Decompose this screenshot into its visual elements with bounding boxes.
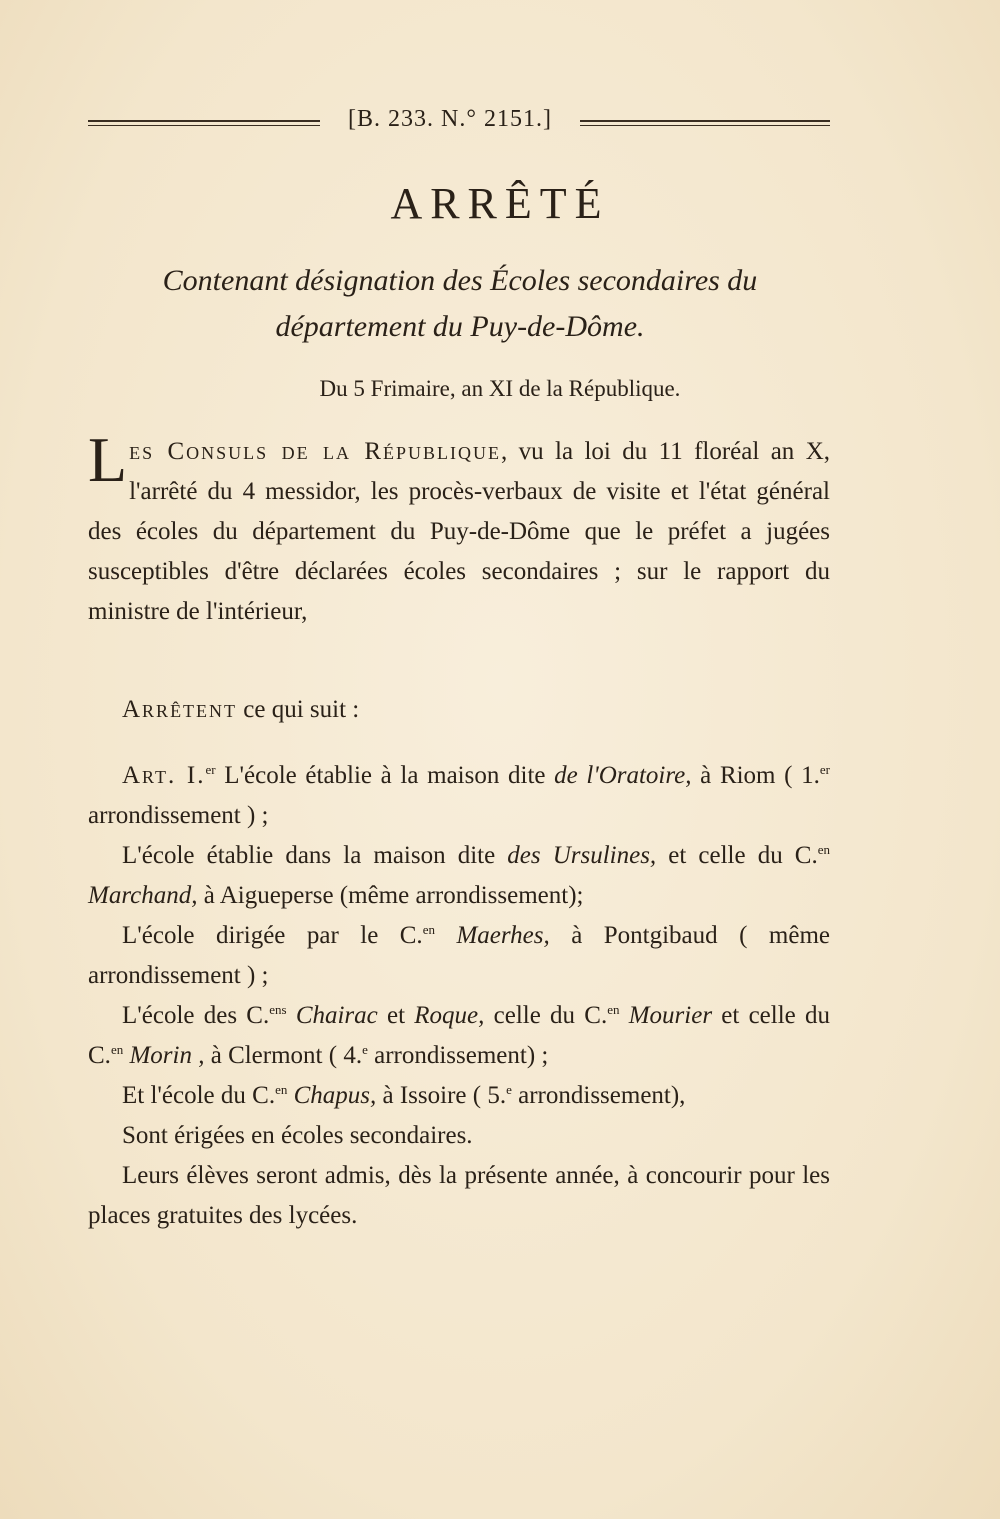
paragraph-eleves: Leurs élèves seront admis, dès la présente année, à concourir pour les places gratuites des lycées. bbox=[88, 1162, 830, 1229]
article-text: et bbox=[377, 1002, 415, 1029]
article-text: arrondissement ) ; bbox=[88, 802, 269, 829]
article-text: arrondissement) ; bbox=[367, 1042, 549, 1069]
sup-text: en bbox=[422, 922, 435, 937]
italic-name: Roque, bbox=[414, 1002, 485, 1029]
article-text: arrondissement), bbox=[511, 1082, 686, 1109]
italic-name: Marchand, bbox=[88, 882, 198, 909]
header-rule-left bbox=[88, 118, 320, 128]
articles-section bbox=[88, 756, 830, 1236]
article-text: à Riom ( 1. bbox=[691, 762, 820, 789]
article-text: celle du C. bbox=[484, 1002, 608, 1029]
italic-name: des Ursulines, bbox=[507, 842, 657, 869]
preamble-lead: es Consuls de la République bbox=[129, 438, 501, 465]
bulletin-reference: [B. 233. N.° 2151.] bbox=[348, 106, 552, 132]
italic-name: de l'Oratoire, bbox=[554, 762, 692, 789]
paragraph-ursulines bbox=[88, 836, 830, 916]
date-line: Du 5 Frimaire, an XI de la République. bbox=[319, 376, 681, 401]
paragraph-maerhes bbox=[88, 916, 830, 996]
article-text: à Issoire ( 5. bbox=[376, 1082, 507, 1109]
italic-name: Chapus, bbox=[287, 1082, 377, 1109]
article-text: et celle du C. bbox=[656, 842, 818, 869]
sup-text: en bbox=[275, 1082, 288, 1097]
arretent-rest: ce qui suit : bbox=[237, 696, 360, 723]
sup-text: er bbox=[819, 762, 830, 777]
sup-text: e bbox=[362, 1042, 368, 1057]
article-text: L'école établie à la maison dite bbox=[215, 762, 555, 789]
sup-text: en bbox=[817, 842, 830, 857]
article-label: Art. I. bbox=[122, 762, 206, 789]
drop-cap: L bbox=[88, 424, 128, 495]
paragraph-issoire bbox=[88, 1076, 830, 1116]
article-text: L'école dirigée par le C. bbox=[122, 922, 423, 949]
article-text: et celle du C. bbox=[88, 1002, 830, 1069]
italic-name: Mourier bbox=[619, 1002, 713, 1029]
subtitle-line-2: département du Puy-de-Dôme. bbox=[275, 310, 645, 343]
paragraph-erigees: Sont érigées en écoles secondaires. bbox=[122, 1122, 473, 1149]
sup-text: ens bbox=[269, 1002, 287, 1017]
subtitle-line-1: Contenant désignation des Écoles secondaires du bbox=[162, 264, 758, 297]
arretent-line bbox=[88, 690, 830, 730]
article-text: L'école établie dans la maison dite bbox=[122, 842, 508, 869]
sup-text: e bbox=[506, 1082, 512, 1097]
article-1 bbox=[88, 756, 830, 836]
article-text: L'école des C. bbox=[122, 1002, 270, 1029]
preamble-paragraph bbox=[88, 424, 830, 632]
italic-name: Morin , bbox=[123, 1042, 205, 1069]
paragraph-clermont bbox=[88, 996, 830, 1076]
article-text: à Clermont ( 4. bbox=[204, 1042, 363, 1069]
italic-name: Chairac bbox=[286, 1002, 378, 1029]
italic-name: Maerhes, bbox=[434, 922, 550, 949]
arretent-word: Arrêtent bbox=[122, 696, 238, 723]
document-title: ARRÊTÉ bbox=[390, 179, 610, 228]
article-text: à Aigueperse (même arrondissement); bbox=[197, 882, 584, 909]
document-subtitle bbox=[90, 258, 830, 350]
sup-text: er bbox=[205, 762, 216, 777]
header-rule-right bbox=[580, 118, 830, 128]
article-text: à Pontgibaud ( même arrondissement ) ; bbox=[88, 922, 830, 989]
preamble-text: , vu la loi du 11 floréal an X, l'arrêté du 4 messidor, les procès-verbaux de visite et l'état général des écoles du département du Puy-de-Dôme que le préfet a jugées susceptibles d'être déclarées écoles secondaires ; sur le rapport du ministre de l'intérieur, bbox=[88, 438, 830, 625]
sup-text: en bbox=[110, 1042, 124, 1057]
article-text: Et l'école du C. bbox=[122, 1082, 276, 1109]
sup-text: en bbox=[607, 1002, 620, 1017]
